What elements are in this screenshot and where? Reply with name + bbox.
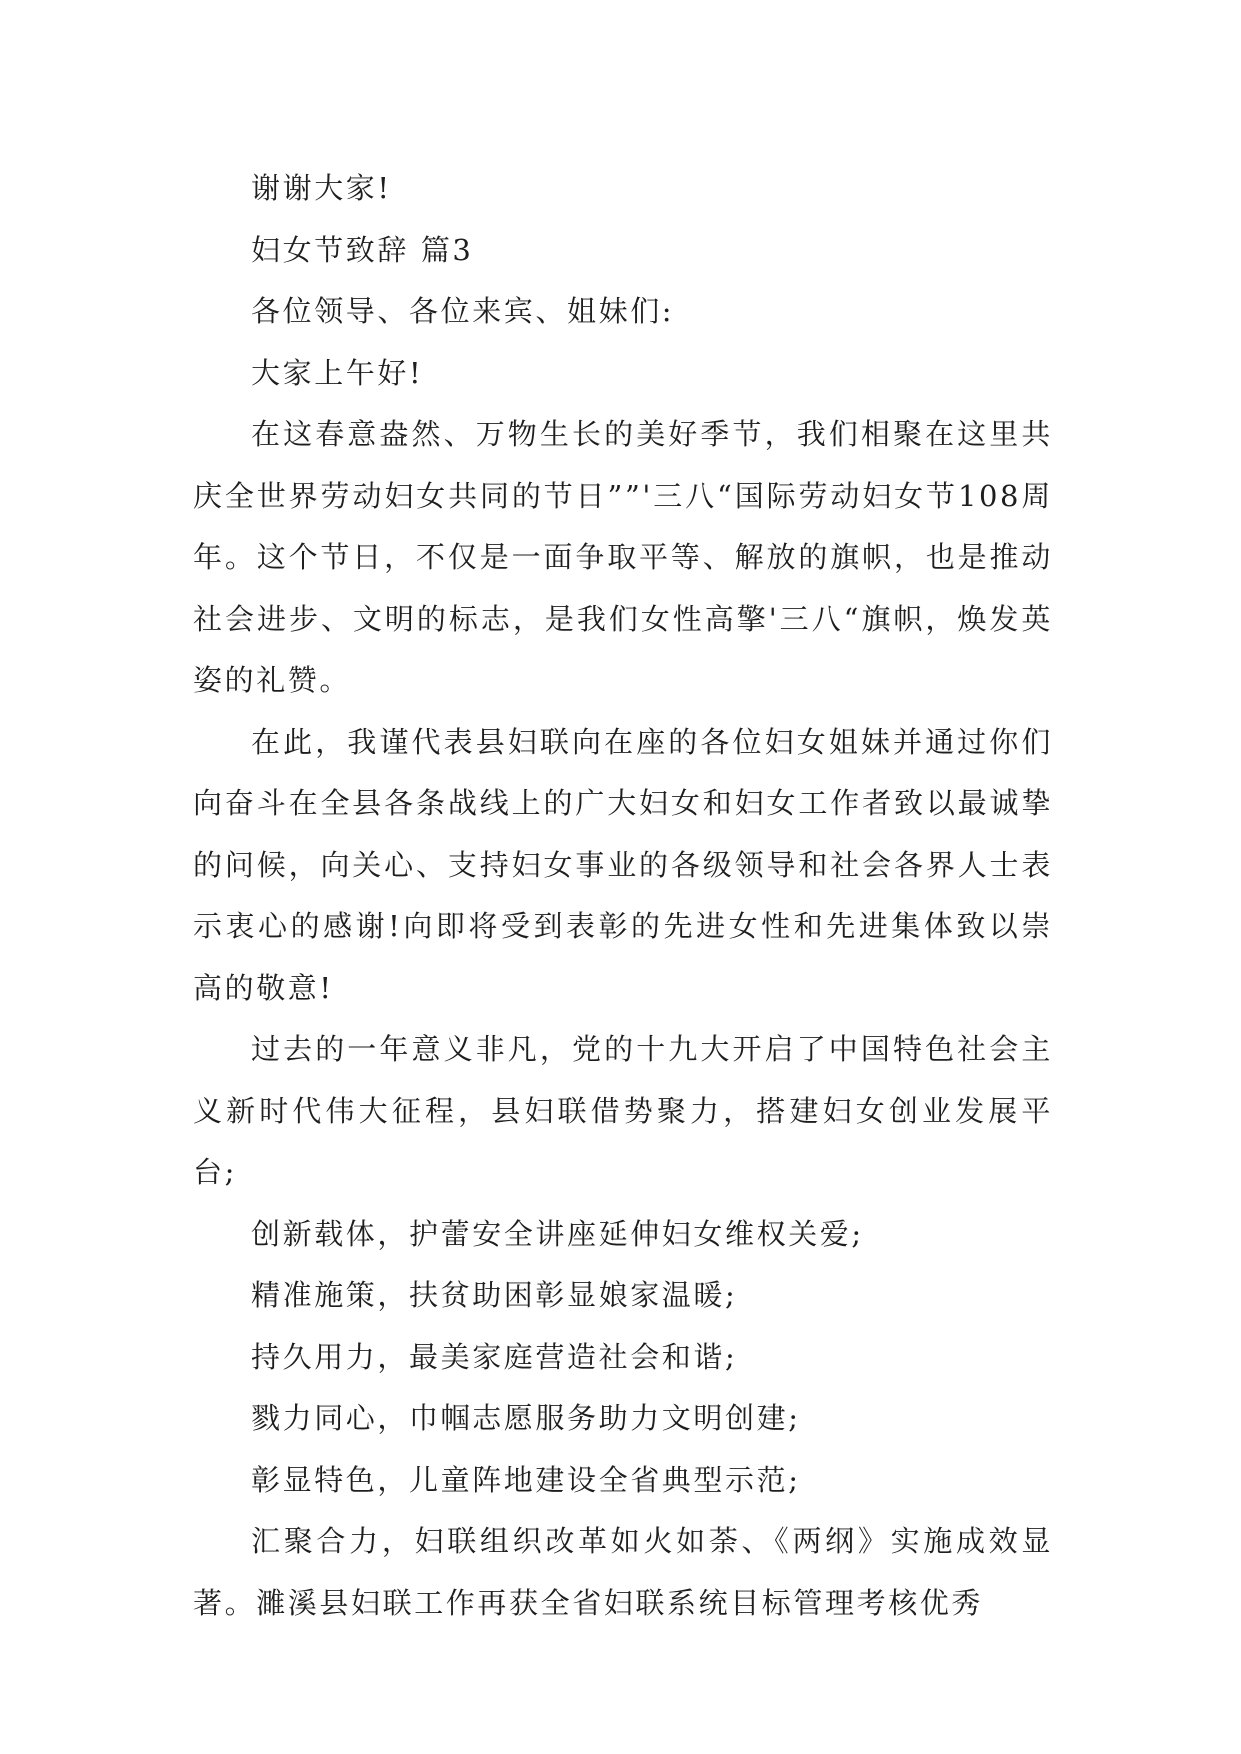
paragraph-greeting: 大家上午好!	[251, 355, 424, 390]
paragraph-past-year: 过去的一年意义非凡，党的十九大开启了中国特色社会主义新时代伟大征程，县妇联借势聚力，搭建妇女创业发展平台;	[193, 1032, 1053, 1189]
section-heading: 妇女节致辞 篇3	[251, 232, 474, 267]
paragraph-salutation: 各位领导、各位来宾、姐妹们:	[251, 294, 675, 328]
document-body	[193, 158, 1053, 1634]
paragraph-festival: 在这春意盎然、万物生长的美好季节，我们相聚在这里共庆全世界劳动妇女共同的节日””'三八“国际劳动妇女节108周年。这个节日，不仅是一面争取平等、解放的旗帜，也是推动社会进步、文明的标志，是我们女性高擎'三八“旗帜，焕发英姿的礼赞。	[193, 417, 1053, 697]
paragraph-item-2: 精准施策，扶贫助困彰显娘家温暖;	[251, 1278, 738, 1312]
paragraph-item-4: 戮力同心，巾帼志愿服务助力文明创建;	[251, 1401, 801, 1435]
paragraph-item-5: 彰显特色，儿童阵地建设全省典型示范;	[251, 1462, 801, 1497]
paragraph-gratitude: 在此，我谨代表县妇联向在座的各位妇女姐妹并通过你们向奋斗在全县各条战线上的广大妇女和妇女工作者致以最诚挚的问候，向关心、支持妇女事业的各级领导和社会各界人士表示衷心的感谢!向即将受到表彰的先进女性和先进集体致以崇高的敬意!	[193, 724, 1053, 1005]
paragraph-item-1: 创新载体，护蕾安全讲座延伸妇女维权关爱;	[251, 1216, 864, 1251]
paragraph-item-6: 汇聚合力，妇联组织改革如火如荼、《两纲》实施成效显著。濉溪县妇联工作再获全省妇联系统目标管理考核优秀	[193, 1524, 1053, 1620]
paragraph-thanks: 谢谢大家!	[251, 171, 392, 205]
paragraph-item-3: 持久用力，最美家庭营造社会和谐;	[251, 1339, 738, 1374]
